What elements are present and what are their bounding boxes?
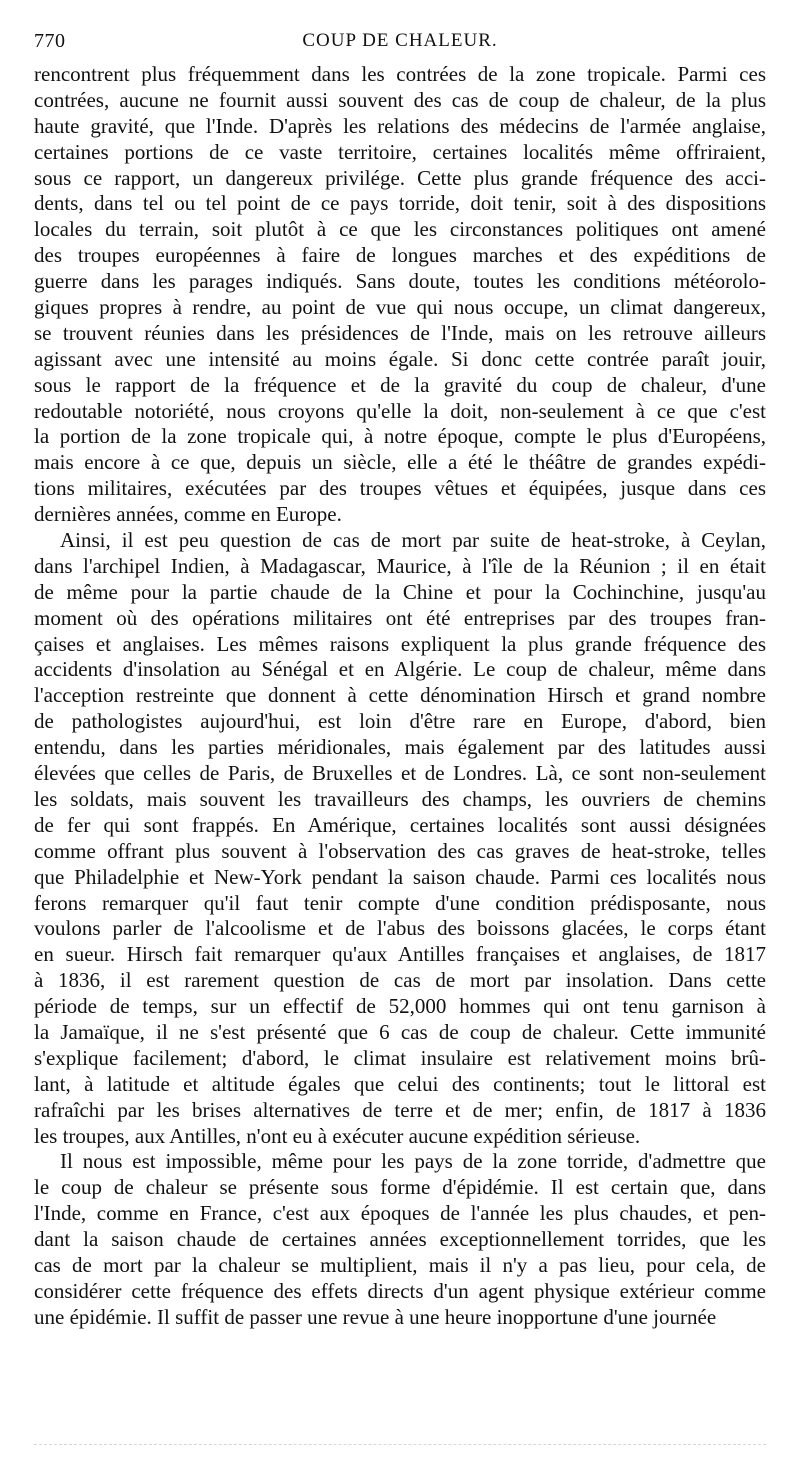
text-line: de pathologistes aujourd'hui, est loin d'être rare en Europe, d'abord, bien [34, 709, 766, 734]
text-line: élevées que celles de Paris, de Bruxelles et de Londres. Là, ce sont non-seulement [34, 761, 766, 786]
text-line: l'acception restreinte que donnent à cette dénomination Hirsch et grand nombre [34, 683, 766, 708]
footer-rule [34, 1444, 766, 1449]
text-line: locales du terrain, soit plutôt à ce que les circonstances politiques ont amené [34, 217, 766, 242]
text-line: redoutable notoriété, nous croyons qu'elle la doit, non-seulement à ce que c'est [34, 398, 766, 423]
text-line: dant la saison chaude de certaines années exceptionnellement torrides, que les [34, 1227, 766, 1252]
text-line: entendu, dans les parties méridionales, mais également par des latitudes aussi [34, 735, 766, 760]
text-line: comme offrant plus souvent à l'observation des cas graves de heat-stroke, telles [34, 838, 766, 863]
text-line: se trouvent réunies dans les présidences de l'Inde, mais on les retrouve ailleurs [34, 320, 766, 345]
text-line: en sueur. Hirsch fait remarquer qu'aux Antilles françaises et anglaises, de 1817 [34, 942, 766, 967]
text-line: considérer cette fréquence des effets directs d'un agent physique extérieur comme [34, 1278, 766, 1303]
text-line: de même pour la partie chaude de la Chine et pour la Cochinchine, jusqu'au [34, 579, 766, 604]
text-line: dents, dans tel ou tel point de ce pays torride, doit tenir, soit à des dispositions [34, 191, 766, 216]
text-line: l'Inde, comme en France, c'est aux époques de l'année les plus chaudes, et pen- [34, 1201, 766, 1226]
text-line: sous ce rapport, un dangereux privilége. Cette plus grande fréquence des acci- [34, 165, 766, 190]
text-line: accidents d'insolation au Sénégal et en Algérie. Le coup de chaleur, même dans [34, 657, 766, 682]
text-line: dans l'archipel Indien, à Madagascar, Maurice, à l'île de la Réunion ; il en était [34, 553, 766, 578]
text-line: voulons parler de l'alcoolisme et de l'abus des boissons glacées, le corps étant [34, 916, 766, 941]
text-line: période de temps, sur un effectif de 52,000 hommes qui ont tenu garnison à [34, 994, 766, 1019]
text-line: rafraîchi par les brises alternatives de terre et de mer; enfin, de 1817 à 1836 [34, 1097, 766, 1122]
page-number: 770 [34, 30, 66, 52]
page-header [34, 30, 766, 56]
paragraph [34, 528, 766, 1149]
paragraph [34, 62, 766, 528]
text-line: que Philadelphie et New-York pendant la saison chaude. Parmi ces localités nous [34, 864, 766, 889]
text-line: des troupes européennes à faire de longues marches et des expéditions de [34, 243, 766, 268]
text-line: giques propres à rendre, au point de vue qui nous occupe, un climat dangereux, [34, 295, 766, 320]
text-line: certaines portions de ce vaste territoire, certaines localités même offriraient, [34, 139, 766, 164]
text-line: de fer qui sont frappés. En Amérique, certaines localités sont aussi désignées [34, 812, 766, 837]
text-line: les troupes, aux Antilles, n'ont eu à exécuter aucune expédition sérieuse. [34, 1123, 641, 1148]
text-line: s'explique facilement; d'abord, le climat insulaire est relativement moins brû- [34, 1045, 766, 1070]
paragraph [34, 1149, 766, 1330]
text-line: Il nous est impossible, même pour les pays de la zone torride, d'admettre que [60, 1149, 766, 1174]
body-text [34, 62, 766, 1331]
text-line: le coup de chaleur se présente sous forme d'épidémie. Il est certain que, dans [34, 1175, 766, 1200]
text-line: tions militaires, exécutées par des troupes vêtues et équipées, jusque dans ces [34, 476, 766, 501]
text-line: une épidémie. Il suffit de passer une revue à une heure inopportune d'une journée [34, 1304, 717, 1329]
running-head: COUP DE CHALEUR. [302, 30, 498, 51]
text-line: la portion de la zone tropicale qui, à notre époque, compte le plus d'Européens, [34, 424, 766, 449]
text-line: guerre dans les parages indiqués. Sans doute, toutes les conditions météorolo- [34, 269, 766, 294]
text-line: lant, à latitude et altitude égales que celui des continents; tout le littoral est [34, 1071, 766, 1096]
text-line: cas de mort par la chaleur se multiplient, mais il n'y a pas lieu, pour cela, de [34, 1252, 766, 1277]
text-line: Ainsi, il est peu question de cas de mort par suite de heat-stroke, à Ceylan, [60, 528, 766, 553]
text-line: moment où des opérations militaires ont été entreprises par des troupes fran- [34, 605, 766, 630]
text-line: haute gravité, que l'Inde. D'après les relations des médecins de l'armée anglaise, [34, 113, 766, 138]
text-line: mais encore à ce que, depuis un siècle, elle a été le théâtre de grandes expédi- [34, 450, 766, 475]
text-line: les soldats, mais souvent les travailleurs des champs, les ouvriers de chemins [34, 786, 766, 811]
text-line: çaises et anglaises. Les mêmes raisons expliquent la plus grande fréquence des [34, 631, 766, 656]
text-line: la Jamaïque, il ne s'est présenté que 6 cas de coup de chaleur. Cette immunité [34, 1019, 766, 1044]
text-line: à 1836, il est rarement question de cas de mort par insolation. Dans cette [34, 968, 766, 993]
text-line: dernières années, comme en Europe. [34, 502, 342, 527]
text-line: contrées, aucune ne fournit aussi souvent des cas de coup de chaleur, de la plus [34, 87, 766, 112]
text-line: sous le rapport de la fréquence et de la gravité du coup de chaleur, d'une [34, 372, 766, 397]
text-line: agissant avec une intensité au moins égale. Si donc cette contrée paraît jouir, [34, 346, 766, 371]
text-line: rencontrent plus fréquemment dans les contrées de la zone tropicale. Parmi ces [34, 62, 766, 86]
text-line: ferons remarquer qu'il faut tenir compte d'une condition prédisposante, nous [34, 890, 766, 915]
